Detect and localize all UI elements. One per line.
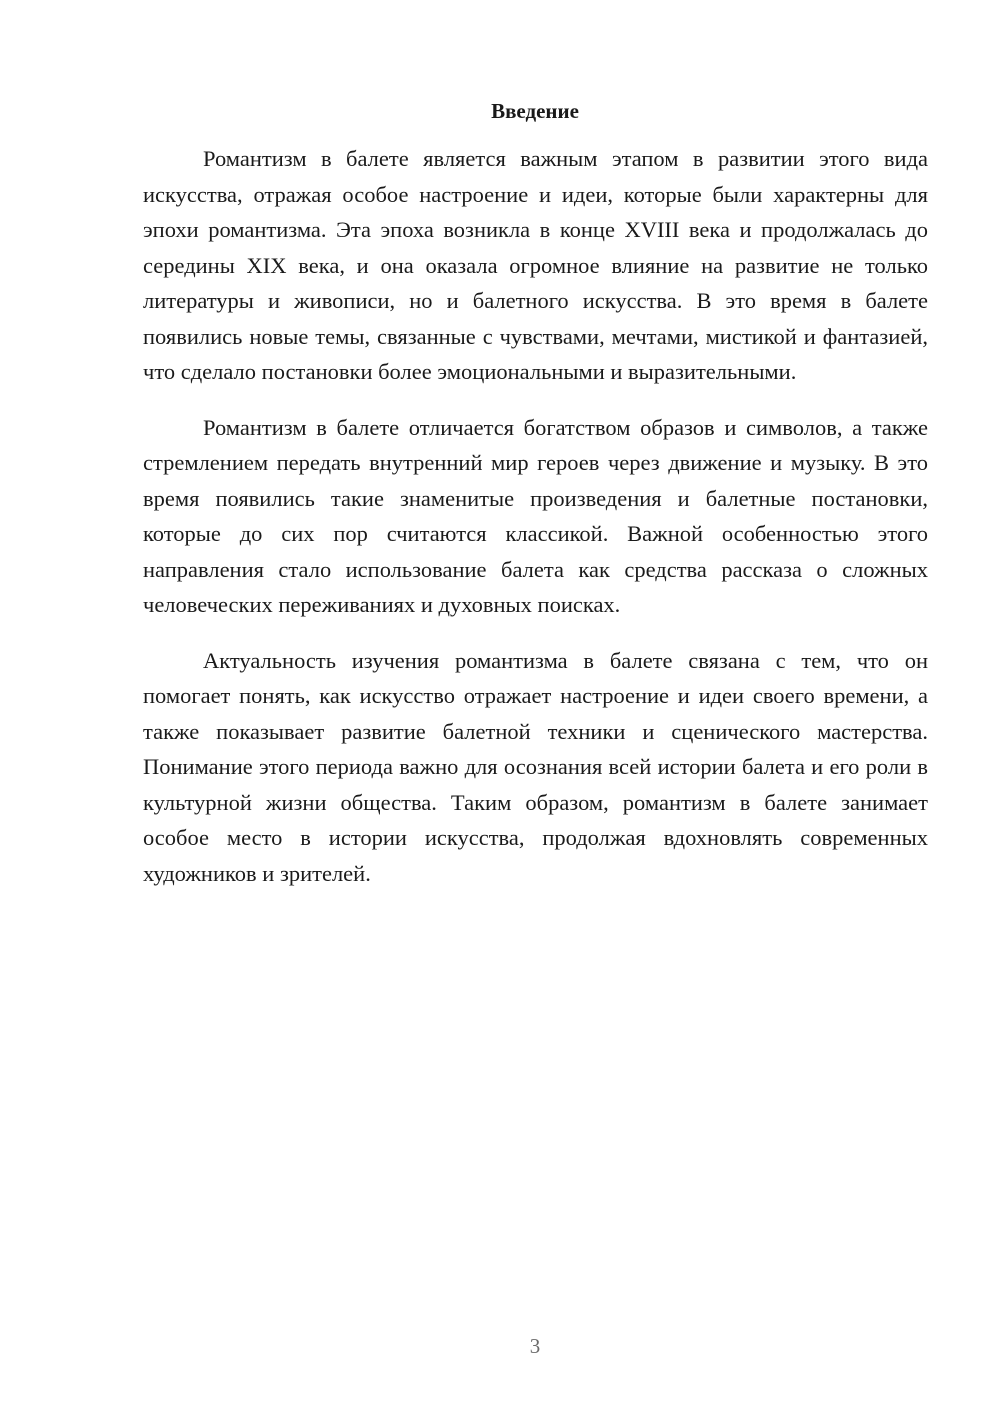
paragraph-2: Романтизм в балете отличается богатством образов и символов, а также стремлением передать внутренний мир героев через движение и музыку. В это время появились такие знаменитые произведения и балетные постановки, которые до сих пор считаются классикой. Важной особенностью этого направления стало использование балета как средства рассказа о сложных человеческих переживаниях и духовных поисках.	[143, 414, 928, 617]
paragraph-1: Романтизм в балете является важным этапом в развитии этого вида искусства, отражая особое настроение и идеи, которые были характерны для эпохи романтизма. Эта эпоха возникла в конце XVIII века и продолжалась до середины XIX века, и она оказала огромное влияние на развитие не только литературы и живописи, но и балетного искусства. В это время в балете появились новые темы, связанные с чувствами, мечтами, мистикой и фантазией, что сделало постановки более эмоциональными и выразительными.	[143, 146, 928, 384]
body-text	[143, 141, 928, 911]
page-number: 3	[529, 1334, 541, 1358]
section-heading: Введение	[491, 99, 579, 123]
paragraph-3: Актуальность изучения романтизма в балете связана с тем, что он помогает понять, как искусство отражает настроение и идеи своего времени, а также показывает развитие балетной техники и сценического мастерства. Понимание этого периода важно для осознания всей истории балета и его роли в культурной жизни общества. Таким образом, романтизм в балете занимает особое место в истории искусства, продолжая вдохновлять современных художников и зрителей.	[143, 647, 928, 886]
